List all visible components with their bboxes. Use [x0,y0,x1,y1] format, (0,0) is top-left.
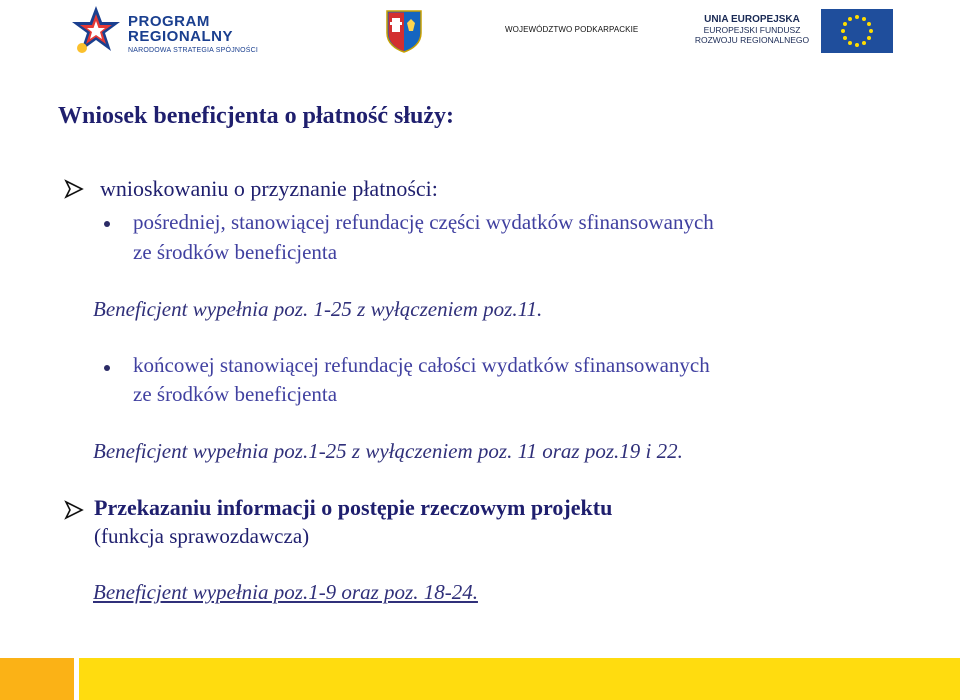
section2-heading: Przekazaniu informacji o postępie rzeczowym projektu [94,495,613,520]
section2-note: Beneficjent wypełnia poz.1-9 oraz poz. 18-24. [93,580,478,604]
program-logo-line1: PROGRAM [128,13,210,30]
bullet-dot-icon [104,221,110,227]
footer-bar-right [79,658,960,700]
item2-line2: ze środków beneficjenta [133,382,338,406]
section1-heading: wnioskowaniu o przyznanie płatności: [100,176,438,201]
eu-text-line3: ROZWOJU REGIONALNEGO [694,35,810,45]
program-star-icon [70,4,122,56]
footer-bar-left [0,658,74,700]
item2-line1: końcowej stanowiącej refundację całości wydatków sfinansowanych [133,353,710,377]
page-title: Wniosek beneficjenta o płatność służy: [58,103,454,129]
item2-note: Beneficjent wypełnia poz.1-25 z wyłączeniem poz. 11 oraz poz.19 i 22. [93,439,683,463]
arrow-bullet-icon [64,179,84,199]
program-logo-line2: REGIONALNY [128,28,234,45]
coat-of-arms-icon [385,9,423,53]
item1-note: Beneficjent wypełnia poz. 1-25 z wyłączeniem poz.11. [93,297,543,321]
region-name: WOJEWÓDZTWO PODKARPACKIE [505,25,639,34]
item1-line1: pośredniej, stanowiącej refundację części wydatków sfinansowanych [133,210,714,234]
eu-flag-icon [821,9,893,53]
header-logos [0,0,960,62]
eu-text-line1: UNIA EUROPEJSKA [704,14,800,25]
eu-text-line2: EUROPEJSKI FUNDUSZ [703,25,801,35]
arrow-bullet-icon [64,500,84,520]
program-regionalny-logo [70,4,275,56]
item1-line2: ze środków beneficjenta [133,240,338,264]
program-logo-line3: NARODOWA STRATEGIA SPÓJNOŚCI [128,47,259,54]
eu-fund-text [690,14,814,45]
bullet-dot-icon [104,365,110,371]
section2-subline: (funkcja sprawozdawcza) [94,524,310,548]
